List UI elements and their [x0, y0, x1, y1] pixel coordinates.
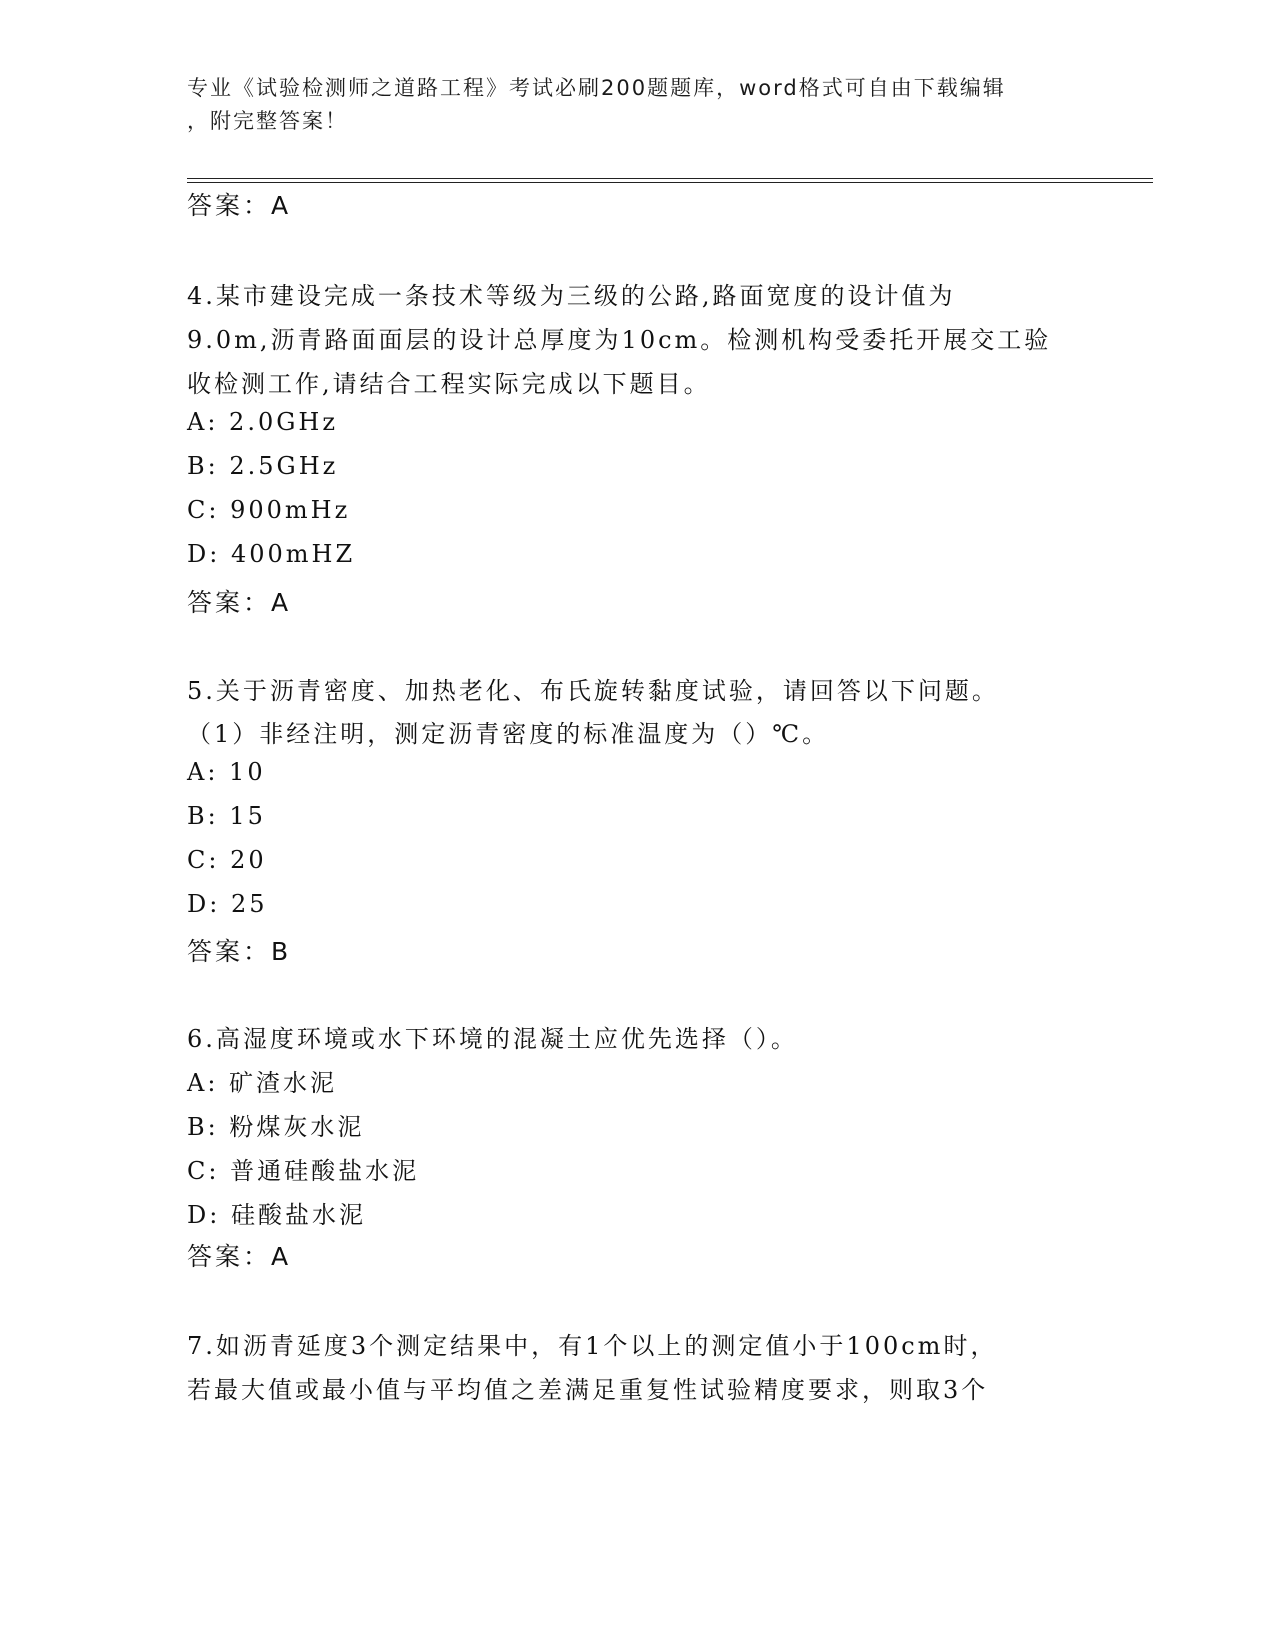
question-text-line: 6.高湿度环境或水下环境的混凝土应优先选择（）。	[187, 1025, 798, 1053]
option-b: B: 2.5GHz	[187, 452, 339, 480]
option-d: D: 25	[187, 890, 268, 918]
answer: 答案：B	[187, 937, 292, 966]
option-b: B: 粉煤灰水泥	[187, 1113, 365, 1141]
header-divider	[187, 178, 1153, 183]
question-text-line: （1）非经注明，测定沥青密度的标准温度为（）℃。	[187, 720, 830, 748]
question-text-line: 5.关于沥青密度、加热老化、布氏旋转黏度试验，请回答以下问题。	[187, 677, 999, 705]
question-text-line: 9.0m,沥青路面面层的设计总厚度为10cm。检测机构受委托开展交工验	[187, 326, 1052, 354]
option-c: C: 20	[187, 846, 267, 874]
question-text-line: 收检测工作,请结合工程实际完成以下题目。	[187, 370, 711, 398]
option-a: A: 2.0GHz	[187, 408, 338, 436]
previous-answer: 答案：A	[187, 191, 292, 220]
header-line-1: 专业《试验检测师之道路工程》考试必刷200题题库，word格式可自由下载编辑	[187, 76, 1006, 100]
header-line-2: ，附完整答案！	[187, 109, 348, 133]
option-c: C: 普通硅酸盐水泥	[187, 1157, 420, 1185]
question-text-line: 7.如沥青延度3个测定结果中，有1个以上的测定值小于100cm时，	[187, 1332, 998, 1360]
question-text-line: 4.某市建设完成一条技术等级为三级的公路,路面宽度的设计值为	[187, 282, 956, 310]
option-c: C: 900mHz	[187, 496, 351, 524]
option-b: B: 15	[187, 802, 266, 830]
answer: 答案：A	[187, 588, 292, 617]
question-text-line: 若最大值或最小值与平均值之差满足重复性试验精度要求，则取3个	[187, 1376, 989, 1404]
option-d: D: 硅酸盐水泥	[187, 1201, 366, 1229]
option-a: A: 10	[187, 758, 266, 786]
option-a: A: 矿渣水泥	[187, 1069, 338, 1097]
option-d: D: 400mHZ	[187, 540, 356, 568]
page-header	[187, 72, 1087, 138]
answer: 答案：A	[187, 1242, 292, 1271]
